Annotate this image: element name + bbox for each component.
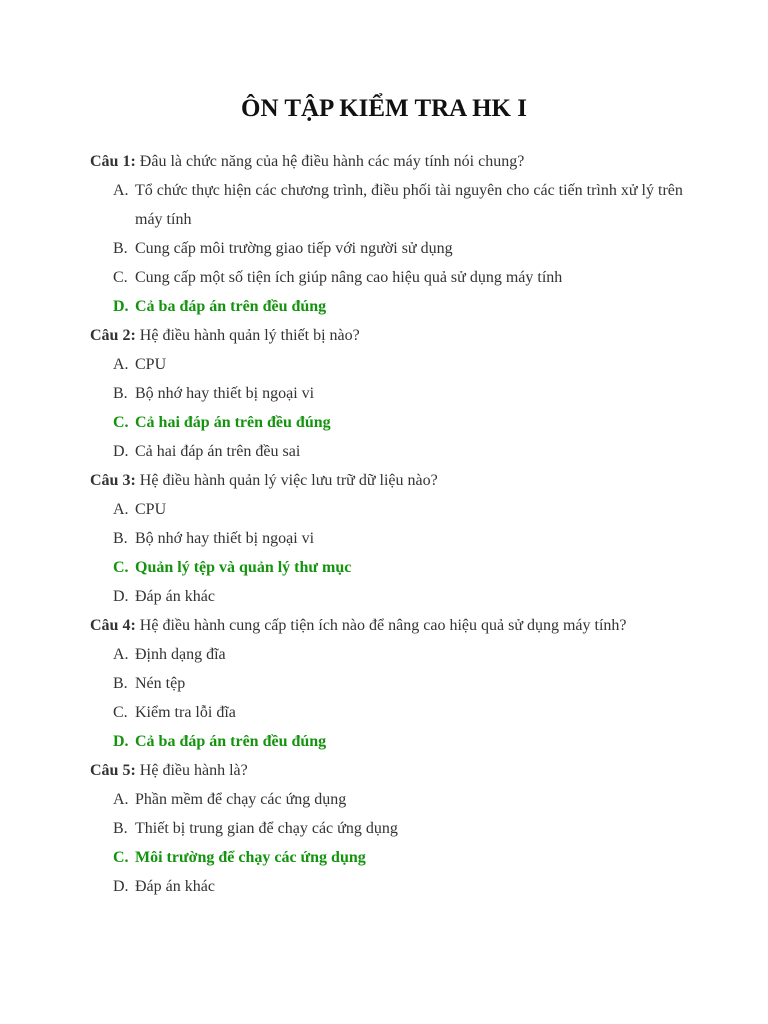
option-a bbox=[90, 350, 690, 379]
option-c-correct-answer bbox=[90, 843, 690, 872]
option-text: Kiểm tra lỗi đĩa bbox=[135, 704, 236, 721]
option-letter: B. bbox=[113, 675, 128, 692]
option-letter: A. bbox=[113, 646, 129, 663]
question-label: Câu 5: bbox=[90, 762, 136, 779]
option-text: Cung cấp môi trường giao tiếp với người sử dụng bbox=[135, 240, 453, 257]
question-text: Hệ điều hành quản lý việc lưu trữ dữ liệu nào? bbox=[139, 472, 438, 489]
option-letter: C. bbox=[113, 414, 129, 431]
option-text: Đáp án khác bbox=[135, 878, 215, 895]
option-letter: D. bbox=[113, 733, 129, 750]
option-letter: B. bbox=[113, 530, 128, 547]
option-letter: C. bbox=[113, 559, 129, 576]
option-d bbox=[90, 872, 690, 901]
option-d-correct-answer bbox=[90, 292, 690, 321]
option-text: Phần mềm để chạy các ứng dụng bbox=[135, 791, 347, 808]
question-2 bbox=[90, 321, 690, 466]
question-text: Hệ điều hành quản lý thiết bị nào? bbox=[139, 327, 360, 344]
question-3 bbox=[90, 466, 690, 611]
option-b bbox=[90, 524, 690, 553]
option-text: Nén tệp bbox=[135, 675, 186, 692]
option-a bbox=[90, 640, 690, 669]
option-letter: D. bbox=[113, 298, 129, 315]
option-letter: D. bbox=[113, 443, 129, 460]
option-letter: D. bbox=[113, 588, 129, 605]
option-text: Đáp án khác bbox=[135, 588, 215, 605]
question-label: Câu 1: bbox=[90, 153, 136, 170]
option-c bbox=[90, 263, 690, 292]
question-stem bbox=[90, 321, 690, 350]
option-text: Quản lý tệp và quản lý thư mục bbox=[135, 559, 352, 576]
option-letter: D. bbox=[113, 878, 129, 895]
option-c-correct-answer bbox=[90, 408, 690, 437]
option-letter: B. bbox=[113, 385, 128, 402]
option-d-correct-answer bbox=[90, 727, 690, 756]
question-text: Đâu là chức năng của hệ điều hành các máy tính nói chung? bbox=[139, 153, 525, 170]
option-text: Định dạng đĩa bbox=[135, 646, 226, 663]
option-letter: A. bbox=[113, 501, 129, 518]
option-b bbox=[90, 669, 690, 698]
page-title: ÔN TẬP KIỂM TRA HK I bbox=[241, 95, 527, 122]
option-letter: B. bbox=[113, 240, 128, 257]
option-text: Cả ba đáp án trên đều đúng bbox=[135, 298, 327, 315]
option-a bbox=[90, 495, 690, 524]
option-letter: A. bbox=[113, 791, 129, 808]
option-a bbox=[90, 176, 690, 234]
option-letter: C. bbox=[113, 849, 129, 866]
option-b bbox=[90, 234, 690, 263]
option-text: Thiết bị trung gian để chạy các ứng dụng bbox=[135, 820, 398, 837]
option-text: CPU bbox=[135, 501, 167, 518]
option-text: Cả ba đáp án trên đều đúng bbox=[135, 733, 327, 750]
option-text: Bộ nhớ hay thiết bị ngoại vi bbox=[135, 530, 315, 547]
option-c bbox=[90, 698, 690, 727]
question-text: Hệ điều hành cung cấp tiện ích nào để nâng cao hiệu quả sử dụng máy tính? bbox=[139, 617, 627, 634]
option-a bbox=[90, 785, 690, 814]
question-label: Câu 3: bbox=[90, 472, 136, 489]
option-d bbox=[90, 437, 690, 466]
option-letter: C. bbox=[113, 269, 128, 286]
option-letter: B. bbox=[113, 820, 128, 837]
option-b bbox=[90, 379, 690, 408]
option-d bbox=[90, 582, 690, 611]
question-1 bbox=[90, 147, 690, 321]
question-label: Câu 2: bbox=[90, 327, 136, 344]
question-label: Câu 4: bbox=[90, 617, 136, 634]
option-letter: C. bbox=[113, 704, 128, 721]
option-text: Cung cấp một số tiện ích giúp nâng cao hiệu quả sử dụng máy tính bbox=[135, 269, 563, 286]
question-stem bbox=[90, 756, 690, 785]
option-text: Môi trường để chạy các ứng dụng bbox=[135, 849, 366, 866]
option-text: CPU bbox=[135, 356, 167, 373]
question-list bbox=[90, 147, 690, 901]
option-text: Cả hai đáp án trên đều sai bbox=[135, 443, 301, 460]
question-5 bbox=[90, 756, 690, 901]
question-stem bbox=[90, 147, 690, 176]
option-letter: A. bbox=[113, 182, 129, 199]
option-letter: A. bbox=[113, 356, 129, 373]
question-text: Hệ điều hành là? bbox=[139, 762, 248, 779]
option-c-correct-answer bbox=[90, 553, 690, 582]
option-text: Bộ nhớ hay thiết bị ngoại vi bbox=[135, 385, 315, 402]
option-text: Tổ chức thực hiện các chương trình, điều phối tài nguyên cho các tiến trình xử lý trên máy tính bbox=[135, 182, 683, 228]
option-text: Cả hai đáp án trên đều đúng bbox=[135, 414, 331, 431]
question-stem bbox=[90, 466, 690, 495]
option-b bbox=[90, 814, 690, 843]
question-4 bbox=[90, 611, 690, 756]
question-stem bbox=[90, 611, 690, 640]
